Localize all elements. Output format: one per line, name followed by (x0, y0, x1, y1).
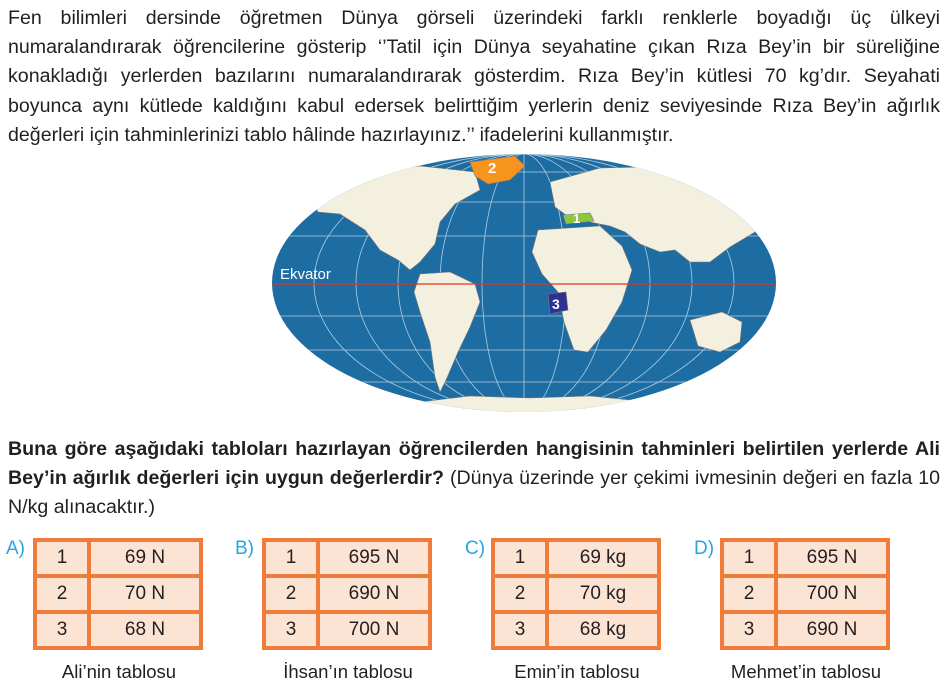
intro-paragraph: Fen bilimleri dersinde öğretmen Dünya görseli üzerindeki farklı renklerle boyadığı üç ülkeyi numaralandırarak öğrencilerine gösterip ‘’Tatil için Dünya seyahatine çıkan Rıza Bey’in bir süreliğine konakladığı yerlerden bazılarını numaralandırarak gösterdim. Rıza Bey’in kütlesi 70 kg’dır. Seyahati boyunca aynı kütlede kaldığını kabul edersek belirttiğim yerlerin deniz seviyesinde Rıza Bey’in ağırlık değerleri için tahminlerinizi tablo hâlinde hazırlayınız.’’ ifadelerini kullanmıştır. (8, 7, 940, 146)
option-b-table[interactable] (262, 538, 432, 650)
marker-1-label: 1 (573, 211, 581, 226)
table-row (493, 612, 659, 648)
marker-2-label: 2 (488, 160, 497, 177)
row-value: 68 kg (547, 612, 659, 648)
table-row (264, 612, 430, 648)
row-value: 69 kg (547, 540, 659, 576)
row-number: 3 (493, 612, 547, 648)
table-row (35, 540, 201, 576)
world-map-svg (270, 152, 778, 414)
row-value: 700 N (776, 576, 888, 612)
row-value: 690 N (776, 612, 888, 648)
table-row (264, 540, 430, 576)
row-value: 70 N (89, 576, 201, 612)
table-row (35, 612, 201, 648)
question-text (8, 435, 940, 523)
row-number: 1 (722, 540, 776, 576)
row-number: 2 (722, 576, 776, 612)
world-map (270, 152, 778, 414)
marker-3-label: 3 (552, 296, 560, 312)
table-row (493, 576, 659, 612)
equator-label: Ekvator (280, 266, 331, 283)
row-value: 695 N (776, 540, 888, 576)
row-number: 2 (35, 576, 89, 612)
row-number: 3 (35, 612, 89, 648)
row-number: 1 (264, 540, 318, 576)
row-value: 68 N (89, 612, 201, 648)
row-number: 1 (493, 540, 547, 576)
row-value: 70 kg (547, 576, 659, 612)
question-bold: Buna göre aşağıdaki tabloları hazırlayan öğrencilerden hangisinin tahminleri belirtilen yerlerde Ali Bey’in ağırlık değerleri için uygun değerlerdir? (8, 438, 940, 490)
row-number: 2 (264, 576, 318, 612)
row-value: 69 N (89, 540, 201, 576)
option-c-table[interactable] (491, 538, 661, 650)
row-number: 2 (493, 576, 547, 612)
option-a-table[interactable] (33, 538, 203, 650)
row-number: 3 (264, 612, 318, 648)
table-row (722, 612, 888, 648)
row-value: 700 N (318, 612, 430, 648)
option-a-letter[interactable]: A) (6, 538, 25, 559)
table-row (35, 576, 201, 612)
option-d-caption: Mehmet’in tablosu (730, 661, 882, 682)
row-number: 1 (35, 540, 89, 576)
option-d-letter[interactable]: D) (694, 538, 715, 559)
row-number: 3 (722, 612, 776, 648)
question-note: (Dünya üzerinde yer çekimi ivmesinin değeri en fazla 10 N/kg alınacaktır.) (8, 467, 940, 519)
antarctica (420, 396, 650, 414)
option-a-caption: Ali’nin tablosu (61, 661, 177, 682)
option-b-letter[interactable]: B) (235, 538, 254, 559)
table-row (722, 540, 888, 576)
row-value: 695 N (318, 540, 430, 576)
table-row (493, 540, 659, 576)
option-b-caption: İhsan’ın tablosu (283, 661, 413, 682)
row-value: 690 N (318, 576, 430, 612)
option-c-letter[interactable]: C) (465, 538, 486, 559)
table-row (264, 576, 430, 612)
table-row (722, 576, 888, 612)
option-d-table[interactable] (720, 538, 890, 650)
option-c-caption: Emin’in tablosu (514, 661, 640, 682)
